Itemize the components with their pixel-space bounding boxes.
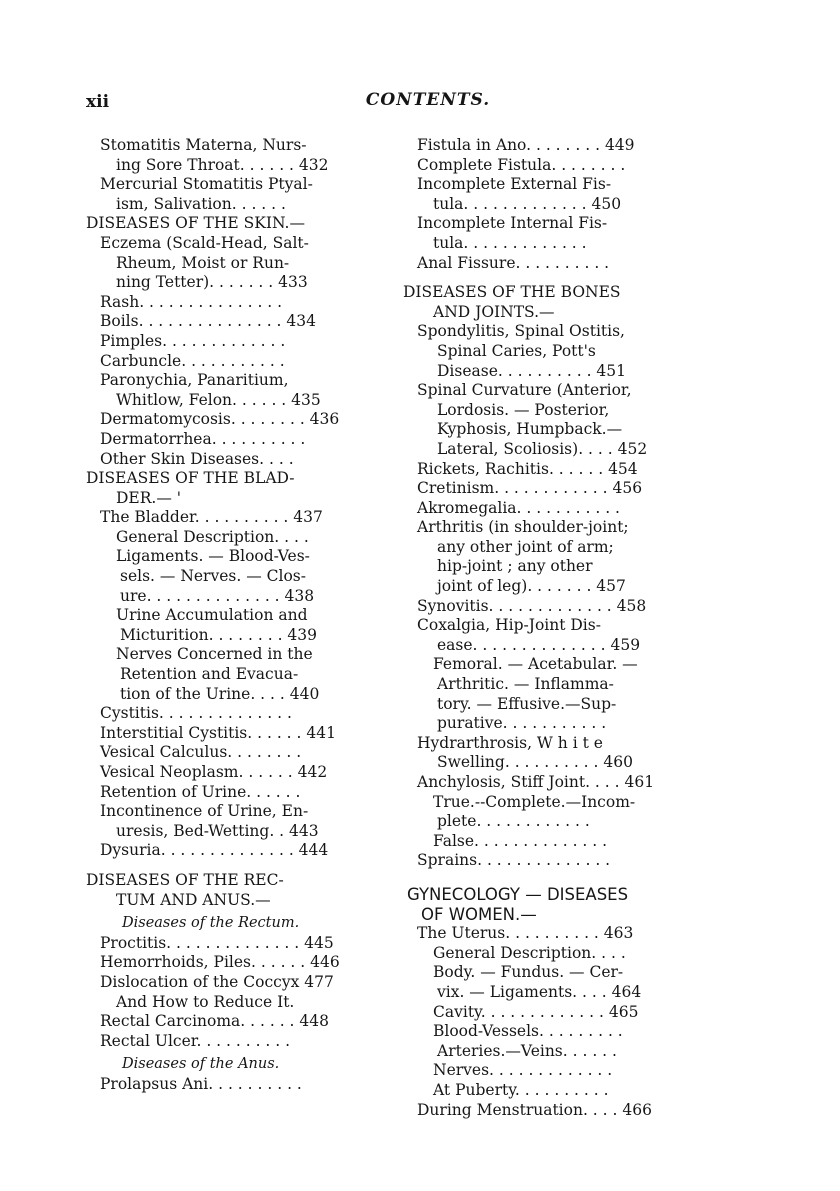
toc-entry: And How to Reduce It. <box>116 992 295 1011</box>
toc-entry: tula. . . . . . . . . . . . . 450 <box>433 194 622 213</box>
toc-entry: Spinal Caries, Pott's <box>437 341 596 360</box>
toc-entry: Lordosis. — Posterior, <box>437 400 610 419</box>
toc-entry: Whitlow, Felon. . . . . . 435 <box>116 390 321 409</box>
toc-entry: Prolapsus Ani. . . . . . . . . . <box>100 1074 302 1093</box>
toc-entry: Cystitis. . . . . . . . . . . . . . <box>100 704 292 723</box>
toc-entry: Interstitial Cystitis. . . . . . 441 <box>100 723 336 742</box>
section-gap <box>403 273 669 283</box>
toc-entry: Spondylitis, Spinal Ostitis, <box>417 322 625 341</box>
toc-entry: Dysuria. . . . . . . . . . . . . . 444 <box>100 841 329 860</box>
toc-entry: Femoral. — Acetabular. — <box>433 655 638 674</box>
toc-entry: ing Sore Throat. . . . . . 432 <box>116 155 329 174</box>
toc-entry: joint of leg). . . . . . . 457 <box>437 577 626 596</box>
toc-entry: Mercurial Stomatitis Ptyal- <box>100 175 313 194</box>
toc-section-heading: DISEASES OF THE BONES <box>403 283 621 302</box>
toc-entry: ning Tetter). . . . . . . 433 <box>116 273 308 292</box>
toc-entry: Micturition. . . . . . . . 439 <box>120 625 318 644</box>
toc-entry: uresis, Bed-Wetting. . 443 <box>116 821 319 840</box>
toc-entry: Complete Fistula. . . . . . . . <box>417 155 626 174</box>
toc-entry: At Puberty. . . . . . . . . . <box>433 1080 609 1099</box>
toc-entry: True.--Complete.—Incom- <box>433 792 636 811</box>
toc-entry: Rectal Ulcer. . . . . . . . . . <box>100 1031 291 1050</box>
toc-entry: sels. — Nerves. — Clos- <box>120 567 306 586</box>
toc-entry: Anchylosis, Stiff Joint. . . . 461 <box>417 773 655 791</box>
page-number: xii <box>86 92 110 112</box>
toc-entry: Lateral, Scoliosis). . . . 452 <box>437 439 648 458</box>
toc-entry: Kyphosis, Humpback.— <box>437 420 623 439</box>
toc-entry: Hemorrhoids, Piles. . . . . . 446 <box>100 953 340 972</box>
toc-entry: False. . . . . . . . . . . . . . <box>433 831 608 850</box>
contents-column-right <box>403 136 669 1120</box>
toc-entry: Blood-Vessels. . . . . . . . . <box>433 1022 623 1041</box>
toc-entry: Vesical Neoplasm. . . . . . 442 <box>100 763 328 781</box>
toc-entry: tion of the Urine. . . . 440 <box>120 684 320 703</box>
toc-entry: TUM AND ANUS.— <box>116 890 271 909</box>
toc-entry: ease. . . . . . . . . . . . . . 459 <box>437 635 641 654</box>
toc-entry: Akromegalia. . . . . . . . . . . <box>417 498 620 517</box>
toc-entry: tory. — Effusive.—Sup- <box>437 694 617 713</box>
toc-entry: Cretinism. . . . . . . . . . . . 456 <box>417 479 643 498</box>
toc-entry: The Bladder. . . . . . . . . . 437 <box>100 508 323 527</box>
toc-entry: Incontinence of Urine, En- <box>100 802 309 821</box>
toc-entry: Vesical Calculus. . . . . . . . <box>100 743 302 762</box>
toc-entry: Arthritic. — Inflamma- <box>437 675 614 694</box>
toc-entry: hip-joint ; any other <box>437 557 593 576</box>
toc-entry: AND JOINTS.— <box>433 302 555 321</box>
toc-entry: Rash. . . . . . . . . . . . . . . <box>100 292 283 311</box>
toc-entry: DER.— ' <box>116 488 182 507</box>
toc-section-heading: DISEASES OF THE SKIN.— <box>86 214 305 233</box>
toc-entry: Rickets, Rachitis. . . . . . 454 <box>417 459 638 478</box>
toc-section-heading: GYNECOLOGY — DISEASES <box>407 884 629 904</box>
toc-entry: Boils. . . . . . . . . . . . . . . 434 <box>100 312 316 331</box>
toc-entry: Urine Accumulation and <box>116 606 308 625</box>
toc-entry: plete. . . . . . . . . . . . <box>437 812 590 831</box>
toc-entry: Retention and Evacua- <box>120 665 299 684</box>
toc-entry: Coxalgia, Hip-Joint Dis- <box>417 616 601 635</box>
toc-entry: Hydrarthrosis, W h i t e <box>417 733 603 752</box>
toc-entry: Carbuncle. . . . . . . . . . . <box>100 351 285 370</box>
toc-entry: General Description. . . . <box>116 527 309 546</box>
toc-entry: Synovitis. . . . . . . . . . . . . 458 <box>417 596 647 615</box>
section-gap <box>86 861 350 871</box>
toc-entry: General Description. . . . <box>433 943 626 962</box>
toc-entry: Other Skin Diseases. . . . <box>100 449 294 468</box>
toc-entry: Cavity. . . . . . . . . . . . . 465 <box>433 1002 639 1021</box>
contents-column-left <box>86 136 350 1095</box>
page-title: CONTENTS. <box>365 90 491 110</box>
toc-entry: Rheum, Moist or Run- <box>116 253 290 272</box>
toc-entry: Swelling. . . . . . . . . . 460 <box>437 753 633 772</box>
toc-section-heading: OF WOMEN.— <box>421 904 537 924</box>
toc-entry: Incomplete External Fis- <box>417 175 612 194</box>
toc-entry: Dermatorrhea. . . . . . . . . . <box>100 429 306 448</box>
toc-entry: Retention of Urine. . . . . . <box>100 782 301 801</box>
toc-entry: ure. . . . . . . . . . . . . . 438 <box>120 586 315 605</box>
toc-entry: Disease. . . . . . . . . . 451 <box>437 361 627 380</box>
toc-entry: tula. . . . . . . . . . . . . <box>433 233 587 252</box>
toc-entry: Arteries.—Veins. . . . . . <box>437 1041 617 1060</box>
toc-entry: Spinal Curvature (Anterior, <box>417 381 632 400</box>
toc-entry: Dermatomycosis. . . . . . . . 436 <box>100 410 340 429</box>
toc-entry: Dislocation of the Coccyx 477 <box>100 972 334 991</box>
toc-entry: The Uterus. . . . . . . . . . 463 <box>417 924 634 943</box>
toc-subsection-heading: Diseases of the Anus. <box>122 1056 280 1073</box>
toc-entry: During Menstruation. . . . 466 <box>417 1100 652 1119</box>
toc-entry: vix. — Ligaments. . . . 464 <box>437 982 642 1001</box>
toc-entry: Proctitis. . . . . . . . . . . . . . 445 <box>100 933 334 952</box>
toc-entry: Eczema (Scald-Head, Salt- <box>100 233 309 252</box>
toc-entry: any other joint of arm; <box>437 537 614 556</box>
toc-entry: ism, Salivation. . . . . . <box>116 194 286 213</box>
toc-entry: Incomplete Internal Fis- <box>417 214 608 233</box>
toc-entry: Body. — Fundus. — Cer- <box>433 963 624 982</box>
toc-entry: Ligaments. — Blood-Ves- <box>116 547 310 566</box>
toc-section-heading: DISEASES OF THE REC- <box>86 870 284 889</box>
toc-entry: purative. . . . . . . . . . . <box>437 714 607 733</box>
toc-entry: Nerves. . . . . . . . . . . . . <box>433 1061 613 1080</box>
toc-entry: Sprains. . . . . . . . . . . . . . <box>417 851 611 870</box>
toc-entry: Paronychia, Panaritium, <box>100 371 289 390</box>
toc-entry: Arthritis (in shoulder-joint; <box>417 518 629 537</box>
section-gap <box>403 871 669 881</box>
toc-entry: Rectal Carcinoma. . . . . . 448 <box>100 1012 329 1031</box>
toc-entry: Fistula in Ano. . . . . . . . 449 <box>417 136 635 154</box>
toc-entry: Stomatitis Materna, Nurs- <box>100 136 307 154</box>
toc-subsection-heading: Diseases of the Rectum. <box>122 915 300 932</box>
toc-section-heading: DISEASES OF THE BLAD- <box>86 469 295 488</box>
toc-entry: Pimples. . . . . . . . . . . . . <box>100 331 286 350</box>
toc-entry: Anal Fissure. . . . . . . . . . <box>417 253 610 272</box>
toc-entry: Nerves Concerned in the <box>116 645 313 664</box>
